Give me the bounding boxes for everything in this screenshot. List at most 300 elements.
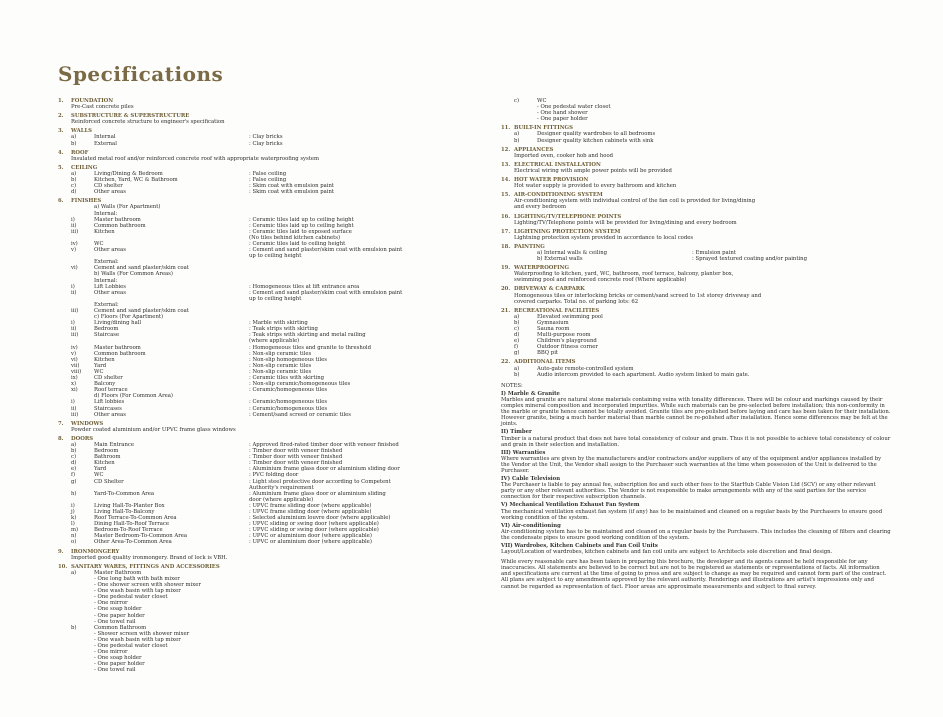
spec-section [58,165,478,195]
row-marker: iv) [71,344,78,351]
row-detail: : Ceramic tiles laid up to ceiling height [249,216,354,223]
row-detail: : Sprayed textured coating and/or painting [692,256,807,263]
section-heading: SANITARY WARES, FITTINGS AND ACCESSORIES [71,563,220,570]
section-heading: DOORS [71,435,94,442]
row-item: Yard [94,466,107,473]
row-item: a) Internal walls & ceiling [537,249,608,256]
left-column [58,98,478,676]
row-item: Staircase [94,332,120,339]
row-detail: : Aluminium frame glass door or aluminium sliding door [249,466,400,473]
row-marker: b) [71,177,77,184]
row-item: - One paper holder [94,661,145,668]
spec-section [58,150,478,162]
section-number: 14. [501,177,511,184]
row-item: - One soap holder [94,606,142,613]
section-heading: ELECTRICAL INSTALLATION [514,161,601,168]
row-marker: v) [71,247,77,254]
section-line: Reinforced concrete structure to engineer's specification [71,119,225,126]
row-item: Multi-purpose room [537,332,591,339]
row-detail: : Homogeneous tiles and granite to threshold [249,344,372,351]
note-text: Layout/Location of wardrobes, kitchen cabinets and fan coil units are subject to Architects sole discretion and final design. [501,549,833,556]
row-item: Elevated swimming pool [537,313,603,320]
note-title: IV) Cable Television [501,476,561,483]
row-item: - One pedestal water closet [94,594,168,601]
section-number: 16. [501,213,511,220]
row-item: WC [537,98,547,104]
row-marker: d) [71,189,77,196]
row-item: Kitchen [94,460,115,467]
row-marker: n) [71,533,77,540]
row-item: Yard-To-Common Area [94,490,155,497]
row-item: Children's playground [537,338,597,345]
row-item: Yard [94,362,107,369]
spec-section [501,265,891,283]
section-heading: AIR-CONDITIONING SYSTEM [514,192,603,199]
row-item: Living/Dining & Bedroom [94,170,163,177]
row-item: Living Hall-To-Planter Box [94,502,165,509]
row-marker: a) [514,313,520,320]
row-item: Other areas [94,289,126,296]
disclaimer: While every reasonable care has been taken in preparing this brochure, the developer and its agents cannot be held responsible for any inaccuracies. All statements are believed to be correct but are not to be registered as statements or representations of facts. All information and specifications are current at the time of going to press and are subject to change as may be required and cannot form part of the contract. All plans are subject to any amendments approved by the relevant authority. Renderings and illustrations are artist's impressions only and cannot be regarded as representation of fact. Floor areas are approximate measurements and subject to final survey. [501,559,887,590]
row-detail [249,667,478,673]
row-marker: g) [71,478,77,485]
note-text: The Purchaser is liable to pay annual fee, subscription fee and such other fees to the StarHub Cable Vision Ltd (SCV) or any other relevant party or any other relevant authorities. The Vendor is not responsible to make arrangements with any of the said parties for the service connection for their respective subscription channels. [501,482,876,501]
note-title: VII) Wardrobes, Kitchen Cabinets and Fan Coil Units [501,543,658,549]
section-line: Lightning protection system provided in accordance to local codes [514,234,694,241]
row-item: Cement and sand plaster/skim coat [94,308,189,314]
row-item: Common bathroom [94,222,146,229]
row-detail: : UPVC sliding or swing door (where applicable) [249,527,379,534]
row-item: Balcony [94,381,116,388]
spec-section [501,359,891,377]
row-detail [692,350,891,356]
row-marker: vii) [71,362,80,369]
row-item: - One paper holder [94,612,145,619]
spec-section [501,192,891,210]
notes-label: NOTES: [501,382,523,389]
row-marker: a) [514,365,520,372]
row-marker: ii) [71,222,77,229]
note-title: I) Marble & Granite [501,390,560,397]
section-number: 10. [58,563,68,570]
note-title: II) Timber [501,429,532,436]
row-item: b) Walls (For Common Areas) [94,271,173,278]
notes-list [501,391,891,555]
row-detail: : UPVC sliding or swing door (where applicable) [249,521,379,528]
row-item: Dining Hall-To-Roof Terrace [94,521,169,528]
row-detail: : Teak strips with skirting and metal railing [249,332,366,339]
row-item: Lift Lobbies [94,283,127,290]
spec-section [501,308,891,357]
section-number: 4. [58,149,64,156]
row-item: Master Bathroom [94,569,142,576]
row-item: Common Bathroom [94,624,147,631]
row-detail: : Non-slip homogeneous tiles [249,356,327,363]
row-detail: up to ceiling height [249,253,302,260]
right-sections [501,98,891,378]
row-item: - Shower screen with shower mixer [94,630,190,637]
row-marker: a) [71,569,77,576]
row-marker: f) [71,472,76,479]
row-item: - One wash basin with tap mixer [94,588,181,595]
row-marker: e) [71,466,77,473]
section-heading: LIGHTING/TV/TELEPHONE POINTS [514,213,622,220]
section-line: Insulated metal roof and/or reinforced concrete roof with appropriate waterproofing system [71,155,320,162]
section-line: Hot water supply is provided to every bathroom and kitchen [514,183,677,190]
row-marker: o) [71,539,77,546]
row-marker [501,116,537,122]
row-marker: ii) [71,289,77,296]
row-detail: : Cement/sand screed or ceramic tiles [249,411,351,418]
row-item: Master bathroom [94,216,141,223]
row-detail: : UPVC or aluminium door (where applicable) [249,533,372,540]
section-number: 1. [58,98,64,104]
row-marker: iii) [71,411,79,418]
spec-row [58,412,478,418]
row-marker: x) [71,381,77,388]
row-marker: a) [71,134,77,141]
row-marker: xi) [71,387,78,394]
section-heading: IRONMONGERY [71,548,120,555]
row-detail: : Non-slip ceramic tiles [249,368,312,375]
row-detail: : Cement and sand plaster/skim coat with emulsion paint [249,247,403,254]
row-detail: (where applicable) [249,338,300,345]
row-marker: i) [71,399,75,406]
row-item: - One mirror [94,600,128,607]
section-heading: RECREATIONAL FACILITIES [514,307,600,314]
section-heading: HOT WATER PROVISION [514,177,589,184]
row-item: Bedroom [94,326,119,333]
row-item: - One pedestal water closet [94,642,168,649]
section-number: 17. [501,228,511,235]
section-line: Air-conditioning system with individual control of the fan coil is provided for living/dining [514,198,756,205]
note-text: Timber is a natural product that does not have total consistency of colour and grain. Thus it is not possible to achieve total consistency of colour and grain in their selection and installation. [501,435,891,448]
note-title: V) Mechanical Ventilation Exhaust Fan System [501,502,640,509]
row-detail: : Approved fired-rated timber door with veneer finished [249,441,399,448]
row-marker: iii) [71,332,79,339]
section-number: 15. [501,192,511,199]
spec-row [501,138,891,144]
spec-row [58,141,478,147]
row-item: Internal: [94,277,118,284]
row-marker: k) [71,515,77,522]
section-number: 22. [501,359,511,366]
row-item: - One towel rail [94,667,136,674]
spec-section [501,214,891,226]
row-item: CD shelter [94,183,123,190]
row-marker: vi) [71,356,78,363]
section-heading: ROOF [71,149,89,156]
row-detail: : Timber door with veneer finished [249,460,343,467]
row-marker: i) [71,283,75,290]
row-detail: : False ceiling [249,170,287,177]
section-number: 19. [501,265,511,272]
row-marker: j) [71,509,75,515]
spec-row [501,116,891,122]
row-item: WC [94,240,104,247]
row-detail: : Ceramic/homogeneous tiles [249,399,328,406]
row-detail: : Homogeneous tiles at lift entrance area [249,283,360,290]
spec-row [58,667,478,673]
row-item: Outdoor fitness corner [537,344,598,351]
note-title: VI) Air-conditioning [501,522,561,529]
section-line: and every bedroom [514,204,566,211]
row-item: CD shelter [94,375,123,382]
row-item: CD Shelter [94,478,124,485]
row-detail: : Ceramic tiles laid up to ceiling height [249,222,354,229]
row-marker [501,256,537,262]
row-detail: : Cement and sand plaster/skim coat with emulsion paint [249,289,403,296]
section-heading: ADDITIONAL ITEMS [514,359,576,366]
row-item: - One towel rail [94,618,136,625]
row-item: Internal [94,134,116,141]
row-item: Living/dining hall [94,320,142,327]
spec-section [501,229,891,241]
row-detail: : Teak strips with skirting [249,326,318,333]
row-item: d) Floors (For Common Area) [94,393,173,400]
row-detail [692,116,891,122]
section-number: 6. [58,198,64,205]
section-line: swimming pool and reinforced concrete roof (Where applicable) [514,277,687,284]
row-marker: l) [71,521,75,528]
section-line: Electrical wiring with ample power points will be provided [514,167,672,174]
section-heading: FINISHES [71,198,102,205]
section-number: 2. [58,113,64,120]
row-item: Lift lobbies [94,399,125,406]
row-item: - One wash basin with tap mixer [94,636,181,643]
row-item: - One soap holder [94,655,142,662]
row-marker: b) [514,137,520,144]
row-item: Kitchen [94,228,115,235]
row-item: BBQ pit [537,350,559,357]
section-heading: WATERPROOFING [514,265,570,272]
spec-row [501,350,891,356]
row-item: - One long bath with bath mixer [94,575,180,582]
row-item: Sauna room [537,326,570,332]
row-item: Staircases [94,405,122,412]
note-text: Air-conditioning system has to be maintained and cleaned on a regular basis by the Purchasers. This includes the cleaning of filters and clearing the condensate pipes to ensure good working condition of the system. [501,528,891,541]
row-marker: g) [514,350,520,357]
row-marker: b) [514,319,520,326]
row-marker: a) [71,170,77,177]
row-item: - One hand shower [537,110,588,117]
row-detail: : Ceramic/homogeneous tiles [249,405,328,412]
spec-row [58,539,478,545]
note-text: Marbles and granite are natural stone materials containing veins with tonality differences. There will be colour and markings caused by their complex mineral composition and incorporated impurities. While such materials can be pre-selected before installation; this non-conformity in the marble or granite hence cannot be totally avoided. Granite tiles are pre-polished before laying and care has been taken for their installation. However granite, being a much harder material than marble cannot be re-polished after installation. Hence some differences may be felt at the joints. [501,396,891,428]
row-item: - One pedestal water closet [537,104,611,111]
section-number: 18. [501,243,511,250]
row-detail: : Timber door with veneer finished [249,448,343,455]
row-marker: viii) [71,368,82,375]
spec-section [501,162,891,174]
page-title: Specifications [58,62,224,86]
row-marker: d) [71,460,77,467]
row-marker: v) [71,350,77,357]
section-heading: DRIVEWAY & CARPARK [514,286,585,293]
row-detail: up to ceiling height [249,295,302,302]
row-detail: : Clay bricks [249,134,283,141]
row-item: Auto-gate remote-controlled system [537,365,634,372]
row-marker: c) [514,98,520,104]
section-heading: WINDOWS [71,420,104,427]
row-item: Master bathroom [94,344,141,351]
row-detail: : UPVC or aluminium door (where applicable) [249,539,372,546]
section-line: Imported oven, cooker hob and hood [514,152,614,159]
section-number: 11. [501,125,511,132]
section-heading: LIGHTNING PROTECTION SYSTEM [514,228,621,235]
row-item: - One paper holder [537,116,588,123]
section-heading: SUBSTRUCTURE & SUPERSTRUCTURE [71,113,190,120]
row-item: c) Floors (For Apartment) [94,314,164,321]
section-heading: BUILT-IN FITTINGS [514,125,573,132]
row-detail: : UPVC frame sliding door (where applicable) [249,502,372,509]
row-marker: d) [514,332,520,339]
row-detail: : Marble with skirting [249,320,308,327]
section-number: 8. [58,435,64,442]
spec-section [501,244,891,262]
row-marker: c) [71,183,77,190]
row-item: Bathroom [94,454,121,461]
row-marker: c) [514,326,520,332]
row-item: Main Entrance [94,441,134,448]
section-line: Powder coated aluminium and/or UPVC frame glass windows [71,426,236,433]
section-heading: WALLS [71,128,92,135]
row-marker: ix) [71,375,78,382]
row-item: Roof terrace [94,387,128,394]
spec-section [501,98,891,122]
spec-section [58,564,478,674]
row-detail: : Non-slip ceramic tiles [249,362,312,369]
row-marker: e) [514,338,520,345]
section-heading: FOUNDATION [71,98,114,104]
spec-section [501,286,891,304]
row-item: Other areas [94,411,126,418]
row-marker: i) [71,216,75,223]
row-detail: (No tiles behind kitchen cabinets) [249,234,341,241]
row-detail: : PVC folding door [249,472,299,479]
row-item: Other areas [94,247,126,254]
row-detail: : UPVC frame sliding door (where applicable) [249,509,372,515]
note-text: Where warranties are given by the manufacturers and/or contractors and/or suppliers of any of the equipment and/or appliances installed by the Vendor at the Unit, the Vendor shall assign to the Purchaser such warranties at the time when possession of the Unit is delivered to the Purchaser. [501,455,882,474]
row-detail: : Ceramic tiles laid to exposed surface [249,228,352,235]
row-marker: b) [514,371,520,378]
row-marker: iv) [71,240,78,247]
section-number: 7. [58,420,64,427]
right-column [501,98,891,590]
row-detail: : Non-slip ceramic tiles [249,350,312,357]
row-detail: : Ceramic/homogeneous tiles [249,387,328,394]
spec-section [58,421,478,433]
section-number: 13. [501,161,511,168]
row-marker: ii) [71,405,77,412]
section-number: 3. [58,128,64,135]
spec-row [501,372,891,378]
row-item: Master Bedroom-To-Common Area [94,533,188,540]
note-title: III) Warranties [501,449,546,456]
row-item: Gymnasium [537,319,569,326]
row-detail: : Clay bricks [249,140,283,147]
row-marker: m) [71,527,79,534]
row-marker: i) [71,320,75,327]
section-line: covered carparks. Total no. of parking lots: 62 [514,298,639,305]
row-marker: ii) [71,326,77,333]
section-heading: CEILING [71,164,98,171]
row-item: Cement and sand plaster/skim coat [94,265,189,272]
spec-section [58,549,478,561]
row-item: Designer quality kitchen cabinets with sink [537,137,654,144]
section-line: Lighting/TV/Telephone points will be provided for living/dining and every bedroom [514,219,737,226]
row-marker: b) [71,448,77,455]
row-marker: f) [514,344,519,351]
row-detail: : Ceramic tiles with skirting [249,375,324,382]
row-item: Other areas [94,189,126,196]
row-detail [692,372,891,378]
row-marker: c) [71,454,77,461]
section-heading: APPLIANCES [514,146,554,153]
row-item: External: [94,259,119,266]
row-detail: : Ceramic tiles laid to ceiling height [249,240,346,247]
spec-section [58,436,478,546]
row-detail [692,138,891,144]
row-item: - One mirror [94,649,128,656]
row-detail: : Emulsion paint [692,249,736,256]
section-line: Waterproofing to kitchen, yard, WC, bathroom, roof terrace, balcony, planter box, [514,271,734,278]
section-number: 5. [58,164,64,171]
row-item: Designer quality wardrobes to all bedrooms [537,131,656,138]
section-heading: PAINTING [514,243,545,250]
row-detail: Authority's requirement [249,484,314,491]
row-detail: : Skim coat with emulsion paint [249,189,335,196]
row-item: Internal: [94,210,118,217]
row-marker [58,667,94,673]
row-marker: h) [71,490,77,497]
spec-row [501,256,891,262]
row-marker: a) [71,441,77,448]
row-item: Audio intercom provided to each apartment. Audio system linked to main gate. [537,371,750,378]
row-item: Roof Terrace-To-Common Area [94,515,177,522]
row-item: Common bathroom [94,350,146,357]
row-item: Other Area-To-Common Area [94,539,172,546]
section-line: Imported good quality ironmongery. Brand of lock is VBH. [71,554,228,561]
row-detail: : Aluminium frame glass door or aluminium sliding [249,490,386,497]
row-detail: : Selected aluminium louvre door (where applicable) [249,515,391,522]
spec-section [58,98,478,110]
section-line: Pre-Cast concrete piles [71,104,134,111]
row-item: Bedroom [94,448,119,455]
row-item: - One shower screen with shower mixer [94,582,201,589]
row-marker: vi) [71,265,78,272]
spec-section [501,125,891,143]
row-item: WC [94,472,104,479]
spec-section [501,147,891,159]
row-item: a) Walls (For Apartment) [94,204,161,211]
row-marker: b) [71,140,77,147]
section-number: 21. [501,307,511,314]
row-marker: a) [514,131,520,138]
row-item: External [94,140,117,147]
spec-section [58,198,478,417]
row-detail: door (where applicable) [249,496,314,503]
row-item: Kitchen, Yard, WC & Bathroom [94,177,178,184]
row-item: Bedroom-To-Roof Terrace [94,527,163,534]
row-item: WC [94,368,104,375]
section-number: 12. [501,146,511,153]
section-number: 20. [501,286,511,293]
row-item: Kitchen [94,356,115,363]
row-detail: : False ceiling [249,177,287,184]
row-detail: : Skim coat with emulsion paint [249,183,335,190]
row-marker: i) [71,502,75,509]
